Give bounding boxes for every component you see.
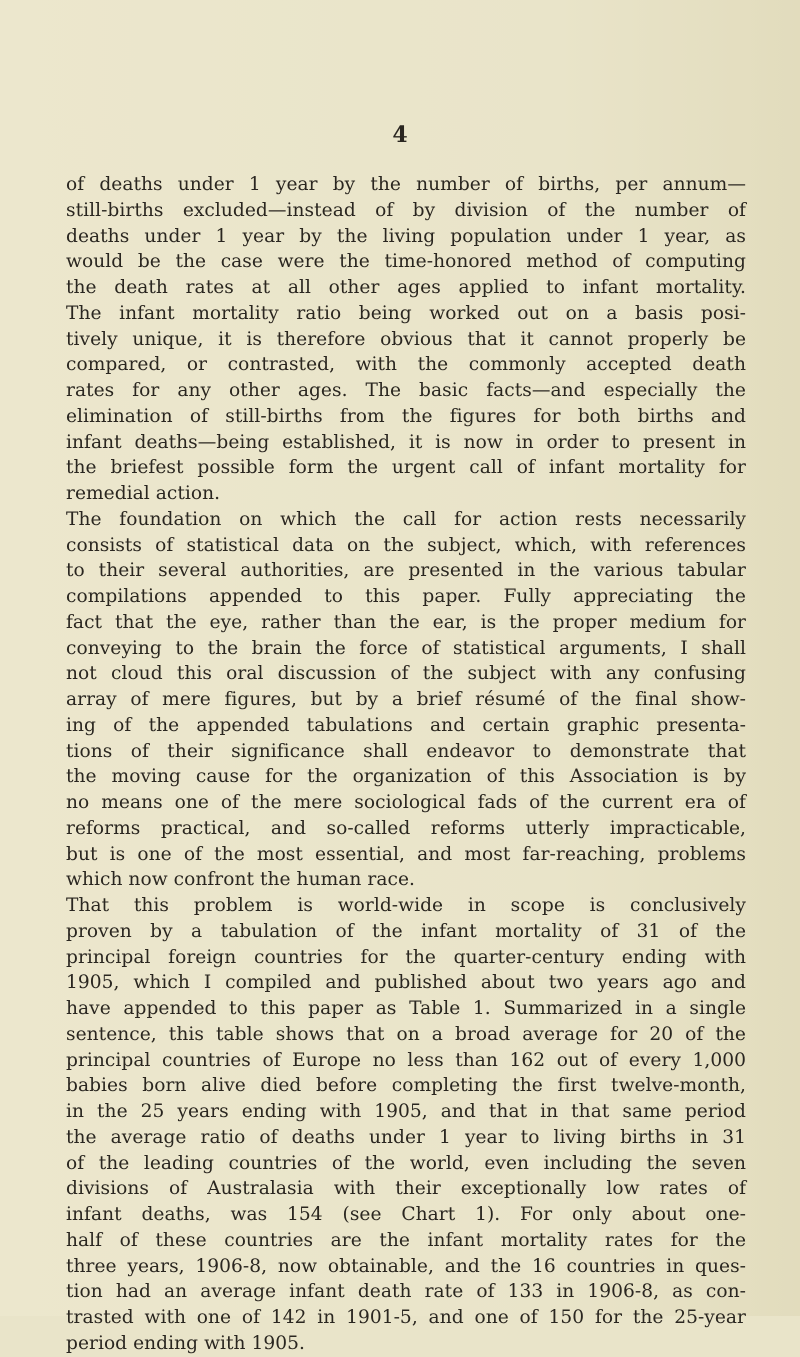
- text-line: of the leading countries of the world, even including the seven: [66, 1152, 746, 1174]
- text-line: to their several authorities, are presented in the various tabular: [66, 560, 746, 582]
- text-line: compilations appended to this paper. Fully appreciating the: [66, 586, 746, 607]
- text-line: three years, 1906-8, now obtainable, and the 16 countries in ques-: [66, 1255, 746, 1277]
- text-line: proven by a tabulation of the infant mortality of 31 of the: [66, 920, 746, 942]
- text-line: ing of the appended tabulations and certain graphic presenta-: [66, 714, 746, 736]
- text-line: The infant mortality ratio being worked out on a basis posi-: [66, 302, 746, 324]
- text-line: The foundation on which the call for action rests necessarily: [66, 508, 746, 530]
- text-line: no means one of the mere sociological fads of the current era of: [66, 792, 746, 813]
- text-line: trasted with one of 142 in 1901-5, and one of 150 for the 25-year: [66, 1307, 746, 1328]
- text-line: elimination of still-births from the figures for both births and: [66, 405, 746, 427]
- text-line: the death rates at all other ages applied to infant mortality.: [66, 277, 746, 298]
- text-line: of deaths under 1 year by the number of births, per annum—: [66, 174, 746, 195]
- text-line: tively unique, it is therefore obvious that it cannot properly be: [66, 328, 746, 350]
- text-line: principal countries of Europe no less than 162 out of every 1,000: [66, 1049, 746, 1071]
- text-line: would be the case were the time-honored method of computing: [66, 251, 746, 273]
- text-line: array of mere figures, but by a brief résumé of the final show-: [66, 689, 746, 710]
- text-line: sentence, this table shows that on a broad average for 20 of the: [66, 1023, 746, 1045]
- text-line: tions of their significance shall endeavor to demonstrate that: [66, 740, 746, 762]
- text-line: tion had an average infant death rate of 133 in 1906-8, as con-: [66, 1281, 746, 1303]
- text-line: the moving cause for the organization of this Association is by: [66, 766, 746, 788]
- text-line: reforms practical, and so-called reforms utterly impracticable,: [66, 817, 746, 839]
- text-line: the average ratio of deaths under 1 year to living births in 31: [66, 1126, 746, 1148]
- text-line: still-births excluded—instead of by division of the number of: [66, 199, 746, 221]
- text-line: principal foreign countries for the quarter-century ending with: [66, 946, 746, 968]
- text-line: remedial action.: [66, 483, 221, 504]
- text-line: infant deaths, was 154 (see Chart 1). For only about one-: [66, 1204, 746, 1225]
- text-line: divisions of Australasia with their exceptionally low rates of: [66, 1178, 746, 1200]
- text-line: half of these countries are the infant mortality rates for the: [66, 1229, 746, 1251]
- text-line: rates for any other ages. The basic facts—and especially the: [66, 380, 746, 401]
- text-line: have appended to this paper as Table 1. Summarized in a single: [66, 998, 746, 1019]
- page-number: 4: [392, 122, 408, 148]
- text-line: babies born alive died before completing the first twelve-month,: [66, 1075, 746, 1097]
- text-line: conveying to the brain the force of statistical arguments, I shall: [66, 637, 746, 659]
- text-line: consists of statistical data on the subject, which, with references: [66, 534, 746, 556]
- text-line: which now confront the human race.: [66, 869, 415, 891]
- text-line: fact that the eye, rather than the ear, is the proper medium for: [66, 611, 746, 633]
- text-line: 1905, which I compiled and published about two years ago and: [66, 972, 746, 994]
- body-text: [66, 172, 746, 1357]
- text-line: deaths under 1 year by the living population under 1 year, as: [66, 225, 746, 247]
- text-line: compared, or contrasted, with the commonly accepted death: [66, 354, 746, 376]
- text-line: but is one of the most essential, and most far-reaching, problems: [66, 843, 746, 865]
- text-line: infant deaths—being established, it is now in order to present in: [66, 431, 746, 453]
- text-line: in the 25 years ending with 1905, and that in that same period: [66, 1101, 746, 1122]
- text-line: the briefest possible form the urgent call of infant mortality for: [66, 457, 746, 479]
- text-line: That this problem is world-wide in scope is conclusively: [66, 895, 746, 916]
- text-line: period ending with 1905.: [66, 1332, 306, 1354]
- text-line: not cloud this oral discussion of the subject with any confusing: [66, 663, 746, 685]
